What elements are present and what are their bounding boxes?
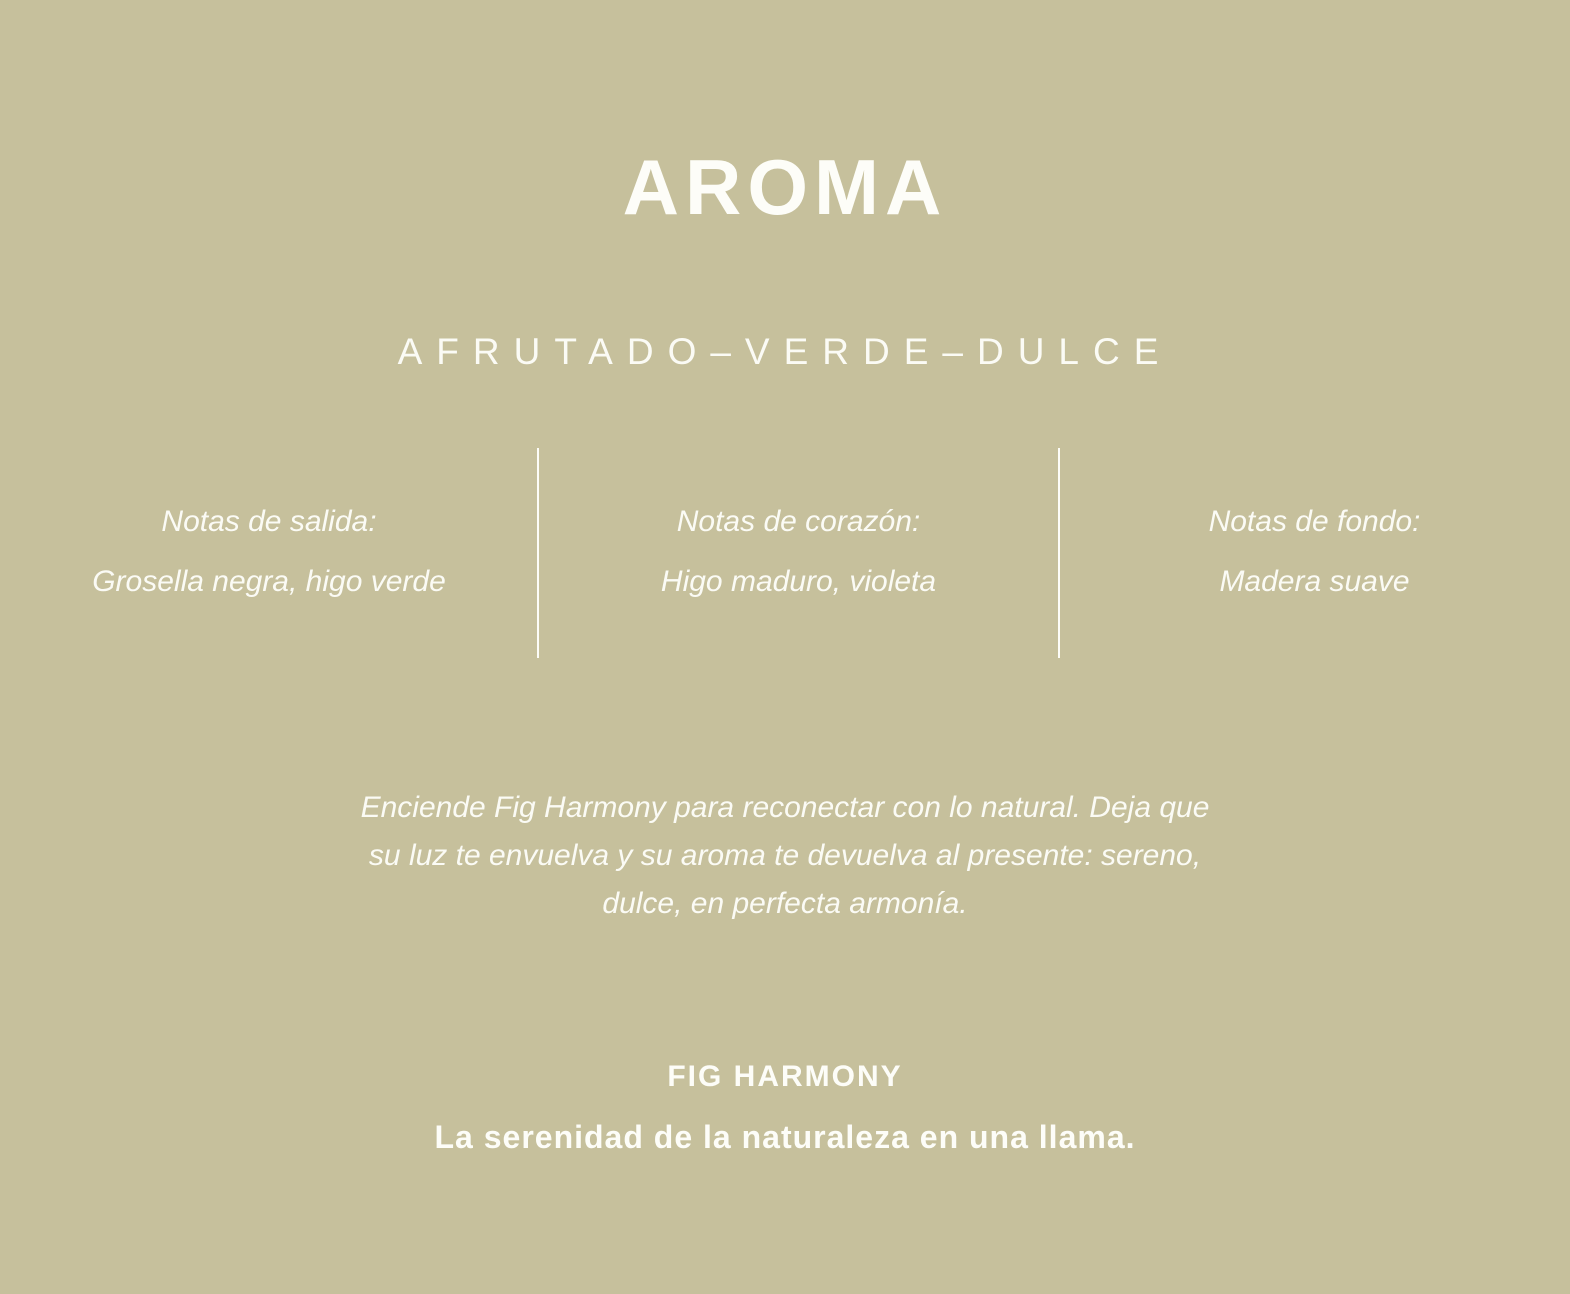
brand-name: FIG HARMONY: [667, 1060, 903, 1093]
base-notes-value: Madera suave: [1219, 565, 1410, 598]
base-notes-label: Notas de fondo:: [1208, 505, 1421, 538]
description-line: Enciende Fig Harmony para reconectar con lo natural. Deja que: [360, 791, 1210, 824]
brand-tagline: La serenidad de la naturaleza en una llama.: [434, 1119, 1136, 1155]
scent-notes-row: [0, 448, 1570, 658]
vertical-divider-right: [1058, 448, 1060, 658]
base-notes-column: [1059, 448, 1570, 658]
top-notes-value: Grosella negra, higo verde: [92, 565, 446, 598]
product-description: [0, 784, 1570, 928]
vertical-divider-left: [537, 448, 539, 658]
heart-notes-label: Notas de corazón:: [676, 505, 921, 538]
top-notes-label: Notas de salida:: [161, 505, 377, 538]
heart-notes-column: [538, 448, 1059, 658]
page-title: AROMA: [622, 143, 948, 231]
description-line: dulce, en perfecta armonía.: [602, 887, 968, 920]
description-line: su luz te envuelva y su aroma te devuelva al presente: sereno,: [368, 839, 1202, 872]
top-notes-column: [0, 448, 538, 658]
scent-family-subtitle: AFRUTADO–VERDE–DULCE: [397, 331, 1173, 372]
heart-notes-value: Higo maduro, violeta: [660, 565, 937, 598]
